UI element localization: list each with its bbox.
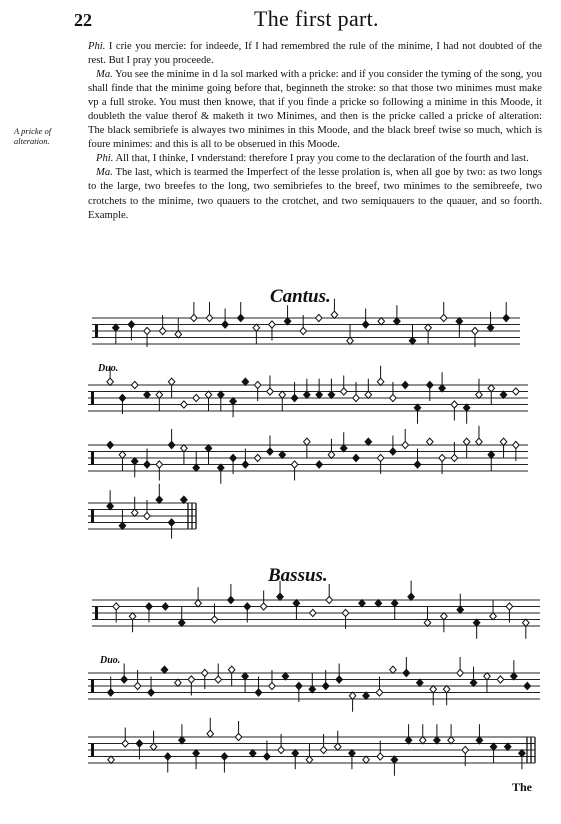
note-head — [254, 454, 261, 461]
note-head — [244, 603, 251, 610]
note-head — [254, 381, 261, 388]
note-head — [375, 600, 382, 607]
note-head — [228, 666, 235, 673]
note-head — [524, 682, 531, 689]
bassus-staff-2 — [88, 657, 540, 712]
note-head — [426, 381, 433, 388]
note-head — [181, 445, 188, 452]
note-head — [193, 394, 200, 401]
note-head — [316, 314, 323, 321]
note-head — [340, 445, 347, 452]
note-head — [394, 318, 401, 325]
clef-mark — [91, 744, 94, 757]
note-head — [405, 737, 412, 744]
note-head — [504, 743, 511, 750]
note-head — [403, 669, 410, 676]
note-head — [451, 401, 458, 408]
note-head — [470, 679, 477, 686]
note-head — [201, 669, 208, 676]
note-head — [462, 746, 469, 753]
note-head — [362, 321, 369, 328]
note-head — [205, 391, 212, 398]
note-head — [513, 441, 520, 448]
note-head — [235, 733, 242, 740]
note-head — [349, 750, 356, 757]
note-head — [175, 679, 182, 686]
note-head — [402, 381, 409, 388]
note-head — [484, 673, 491, 680]
note-head — [195, 600, 202, 607]
note-head — [488, 451, 495, 458]
note-head — [476, 737, 483, 744]
note-head — [131, 509, 138, 516]
note-head — [463, 404, 470, 411]
note-head — [378, 318, 385, 325]
note-head — [523, 619, 530, 626]
note-head — [476, 438, 483, 445]
note-head — [408, 593, 415, 600]
bassus-title: Bassus. — [268, 565, 328, 586]
paragraph-text: You see the minime in d la sol marked with a pricke: and if you consider the tyming of the song, you shall finde that the minime going before that, beginneth the stroke: so that those two minimes must make vp a full stroke. You must then knowe, that if you finde a pricke so following a minime in this Moode, it doubleth the value therof & maketh it two Minimes, and then is the pricke called a pricke of alteration: The black semibriefe is alwayes two minimes in this Moode, and the black breef twise so much, which is foure minimes: and this is all to be obserued in this Moode. — [88, 69, 543, 151]
note-head — [304, 391, 311, 398]
clef-mark — [91, 680, 94, 693]
note-head — [426, 438, 433, 445]
note-head — [331, 311, 338, 318]
note-head — [443, 686, 450, 693]
note-head — [490, 613, 497, 620]
note-head — [500, 438, 507, 445]
note-head — [377, 454, 384, 461]
note-head — [376, 689, 383, 696]
note-head — [179, 737, 186, 744]
note-head — [161, 666, 168, 673]
cantus-duo-label: Duo. — [98, 363, 119, 374]
note-head — [451, 454, 458, 461]
note-head — [156, 391, 163, 398]
clef-mark — [95, 325, 98, 338]
note-head — [365, 391, 372, 398]
note-head — [490, 743, 497, 750]
note-head — [434, 737, 441, 744]
note-head — [279, 391, 286, 398]
note-head — [463, 438, 470, 445]
note-head — [215, 676, 222, 683]
note-head — [129, 613, 136, 620]
note-head — [316, 461, 323, 468]
note-head — [156, 496, 163, 503]
note-head — [107, 503, 114, 510]
paragraph-text: All that, I thinke, I vnderstand: therefore I pray you come to the declaration of the fourth and last. — [115, 153, 529, 165]
note-head — [144, 327, 151, 334]
note-head — [300, 327, 307, 334]
cantus-staff-1 — [92, 299, 520, 347]
note-head — [278, 746, 285, 753]
note-head — [159, 327, 166, 334]
note-head — [425, 324, 432, 331]
note-head — [326, 596, 333, 603]
note-head — [144, 512, 151, 519]
note-head — [168, 519, 175, 526]
note-head — [448, 737, 455, 744]
note-head — [414, 404, 421, 411]
note-head — [230, 398, 237, 405]
note-head — [377, 378, 384, 385]
note-head — [282, 673, 289, 680]
note-head — [390, 666, 397, 673]
note-head — [363, 692, 370, 699]
cantus-staff-4 — [88, 484, 196, 539]
note-head — [144, 461, 151, 468]
note-head — [148, 689, 155, 696]
note-head — [328, 451, 335, 458]
note-head — [439, 454, 446, 461]
note-head — [430, 686, 437, 693]
note-head — [328, 391, 335, 398]
note-head — [390, 394, 397, 401]
note-head — [107, 441, 114, 448]
note-head — [511, 673, 518, 680]
note-head — [292, 750, 299, 757]
note-head — [487, 324, 494, 331]
note-head — [476, 391, 483, 398]
note-head — [181, 401, 188, 408]
clef-mark — [91, 510, 94, 523]
note-head — [164, 753, 171, 760]
note-head — [260, 603, 267, 610]
note-head — [416, 679, 423, 686]
note-head — [119, 451, 126, 458]
note-head — [168, 378, 175, 385]
note-head — [193, 464, 200, 471]
bassus-staff-1 — [92, 581, 540, 639]
note-head — [211, 616, 218, 623]
note-head — [500, 391, 507, 398]
note-head — [107, 378, 114, 385]
note-head — [506, 603, 513, 610]
note-head — [291, 394, 298, 401]
note-head — [269, 321, 276, 328]
note-head — [457, 669, 464, 676]
note-head — [108, 756, 115, 763]
margin-note: A pricke of alteration. — [14, 126, 52, 146]
note-head — [377, 753, 384, 760]
note-head — [440, 314, 447, 321]
paragraph-text: I crie you mercie: for indeede, If I had remembred the rule of the minime, I had not doubted of the rest. But I pray you proceede. — [88, 41, 542, 67]
note-head — [128, 321, 135, 328]
note-head — [205, 445, 212, 452]
note-head — [136, 740, 143, 747]
note-head — [122, 740, 129, 747]
note-head — [296, 682, 303, 689]
note-head — [291, 461, 298, 468]
note-head — [144, 391, 151, 398]
cantus-staff-3 — [88, 426, 528, 484]
note-head — [424, 619, 431, 626]
note-head — [178, 619, 185, 626]
note-head — [503, 314, 510, 321]
note-head — [168, 441, 175, 448]
note-head — [119, 522, 126, 529]
note-head — [456, 318, 463, 325]
note-head — [156, 461, 163, 468]
note-head — [441, 613, 448, 620]
note-head — [269, 682, 276, 689]
note-head — [391, 600, 398, 607]
note-head — [334, 743, 341, 750]
cantus-staff-2 — [88, 366, 528, 424]
note-head — [488, 385, 495, 392]
note-head — [353, 394, 360, 401]
note-head — [146, 603, 153, 610]
note-head — [293, 600, 300, 607]
note-head — [207, 730, 214, 737]
note-head — [304, 438, 311, 445]
note-head — [253, 324, 260, 331]
note-head — [309, 686, 316, 693]
note-head — [131, 458, 138, 465]
note-head — [353, 454, 360, 461]
note-head — [221, 753, 228, 760]
note-head — [255, 689, 262, 696]
note-head — [188, 676, 195, 683]
note-head — [342, 609, 349, 616]
note-head — [193, 750, 200, 757]
note-head — [457, 606, 464, 613]
catchword: The — [512, 780, 533, 794]
note-head — [390, 448, 397, 455]
speaker: Ma. — [96, 167, 113, 179]
running-head: The first part. — [254, 6, 379, 31]
note-head — [267, 388, 274, 395]
note-head — [439, 385, 446, 392]
note-head — [217, 464, 224, 471]
note-head — [175, 331, 182, 338]
note-head — [363, 756, 370, 763]
note-head — [497, 676, 504, 683]
note-head — [121, 676, 128, 683]
bassus-duo-label: Duo. — [100, 655, 121, 666]
paragraph-text: The last, which is tearmed the Imperfect of the lesse prolation is, when all goe by two: as two longs to the large, two breefes to the long, two semibriefes to the breef, two minimes to the semibreefe, two crotchets to the minime, two quauers to the crotchet, and two semiquauers to the quauer, and so foorth. Example. — [88, 167, 542, 221]
note-head — [217, 391, 224, 398]
note-head — [359, 600, 366, 607]
page-number: 22 — [74, 10, 92, 30]
note-head — [222, 321, 229, 328]
note-head — [150, 743, 157, 750]
note-head — [284, 318, 291, 325]
note-head — [242, 378, 249, 385]
note-head — [279, 451, 286, 458]
note-head — [267, 448, 274, 455]
note-head — [336, 676, 343, 683]
note-head — [414, 461, 421, 468]
note-head — [264, 753, 271, 760]
note-head — [473, 619, 480, 626]
speaker: Ma. — [96, 69, 113, 81]
speaker: Phi. — [88, 41, 106, 52]
note-head — [162, 603, 169, 610]
note-head — [310, 609, 317, 616]
note-head — [391, 756, 398, 763]
note-head — [316, 391, 323, 398]
note-head — [277, 593, 284, 600]
note-head — [306, 756, 313, 763]
note-head — [181, 496, 188, 503]
note-head — [107, 689, 114, 696]
note-head — [419, 737, 426, 744]
note-head — [191, 314, 198, 321]
cantus-title: Cantus. — [270, 286, 331, 307]
note-head — [519, 750, 526, 757]
note-head — [113, 603, 120, 610]
note-head — [242, 461, 249, 468]
note-head — [402, 441, 409, 448]
clef-mark — [91, 452, 94, 465]
note-head — [119, 394, 126, 401]
note-head — [131, 381, 138, 388]
note-head — [249, 750, 256, 757]
note-head — [322, 682, 329, 689]
note-head — [347, 337, 354, 344]
note-head — [472, 327, 479, 334]
note-head — [237, 314, 244, 321]
note-head — [113, 324, 120, 331]
note-head — [320, 746, 327, 753]
speaker: Phi. — [96, 153, 114, 165]
clef-mark — [95, 607, 98, 620]
bassus-staff-3 — [88, 718, 535, 776]
note-head — [340, 388, 347, 395]
note-head — [513, 388, 520, 395]
note-head — [206, 314, 213, 321]
note-head — [365, 438, 372, 445]
note-head — [230, 454, 237, 461]
note-head — [228, 596, 235, 603]
note-head — [409, 337, 416, 344]
note-head — [134, 682, 141, 689]
note-head — [349, 692, 356, 699]
clef-mark — [91, 392, 94, 405]
note-head — [242, 673, 249, 680]
